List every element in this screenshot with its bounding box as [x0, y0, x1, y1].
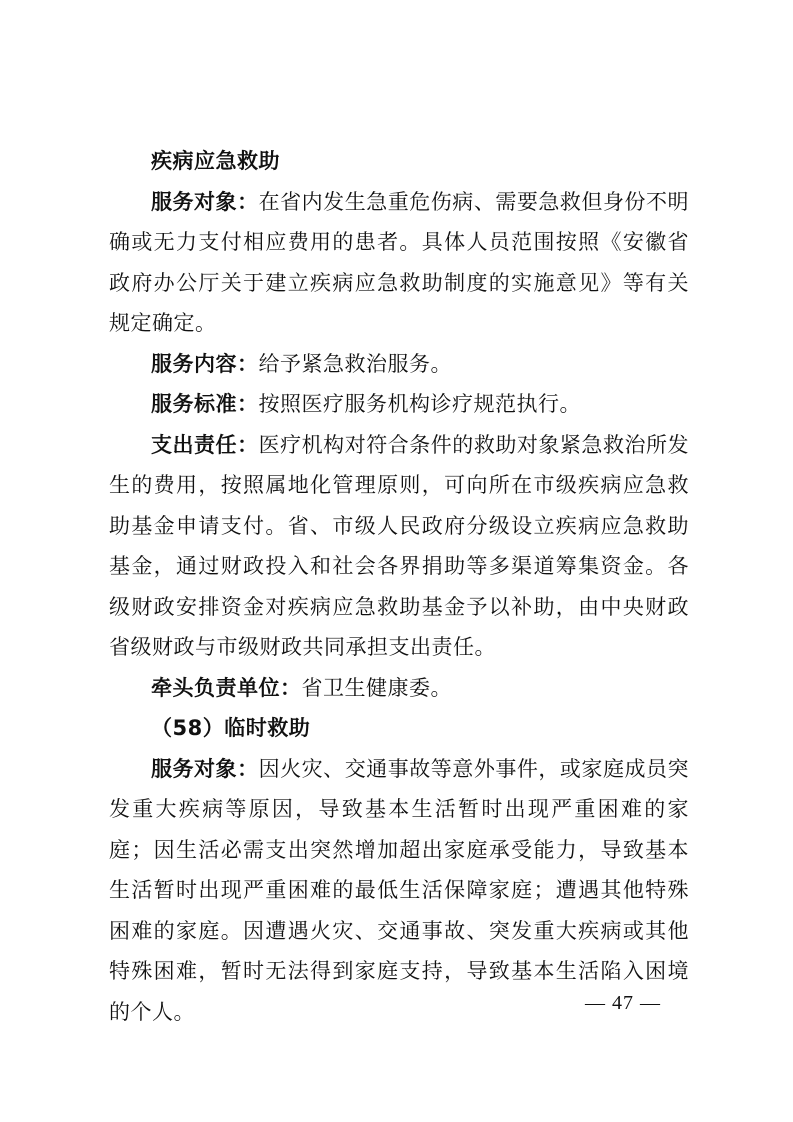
label-service-target: 服务对象：	[151, 189, 259, 214]
paragraph-disease-lead-unit	[109, 668, 689, 709]
section-heading-temporary-relief: （58）临时救助	[151, 716, 311, 740]
page-number: — 47 —	[585, 992, 661, 1014]
label-temporary-service-target: 服务对象：	[151, 756, 259, 781]
label-expense-responsibility: 支出责任：	[151, 432, 259, 457]
text-lead-unit: 省卫生健康委。	[301, 675, 452, 700]
text-expense-responsibility: 医疗机构对符合条件的救助对象紧急救治所发生的费用，按照属地化管理原则，可向所在市级疾病应急救助基金申请支付。省、市级人民政府分级设立疾病应急救助基金，通过财政投入和社会各界捐助等多渠道筹集资金。各级财政安排资金对疾病应急救助基金予以补助，由中央财政省级财政与市级财政共同承担支出责任。	[109, 432, 690, 659]
section-heading-disease-relief: 疾病应急救助	[151, 149, 280, 173]
paragraph-temporary-target	[109, 749, 689, 1033]
text-service-content: 给予紧急救治服务。	[258, 351, 452, 376]
label-lead-unit: 牵头负责单位：	[151, 675, 302, 700]
paragraph-disease-target	[109, 182, 689, 344]
text-service-standard: 按照医疗服务机构诊疗规范执行。	[258, 392, 581, 416]
paragraph-disease-expense	[109, 425, 689, 668]
label-service-standard: 服务标准：	[151, 392, 259, 416]
label-service-content: 服务内容：	[151, 351, 259, 376]
paragraph-disease-standard	[109, 384, 689, 425]
page-content	[109, 141, 689, 1032]
paragraph-disease-content	[109, 344, 689, 385]
text-service-target: 在省内发生急重危伤病、需要急救但身份不明确或无力支付相应费用的患者。具体人员范围按照《安徽省政府办公厅关于建立疾病应急救助制度的实施意见》等有关规定确定。	[109, 189, 690, 335]
text-temporary-service-target: 因火灾、交通事故等意外事件，或家庭成员突发重大疾病等原因，导致基本生活暂时出现严重困难的家庭；因生活必需支出突然增加超出家庭承受能力，导致基本生活暂时出现严重困难的最低生活保障家庭；遭遇其他特殊困难的家庭。因遭遇火灾、交通事故、突发重大疾病或其他特殊困难，暂时无法得到家庭支持，导致基本生活陷入困境的个人。	[109, 756, 690, 1024]
